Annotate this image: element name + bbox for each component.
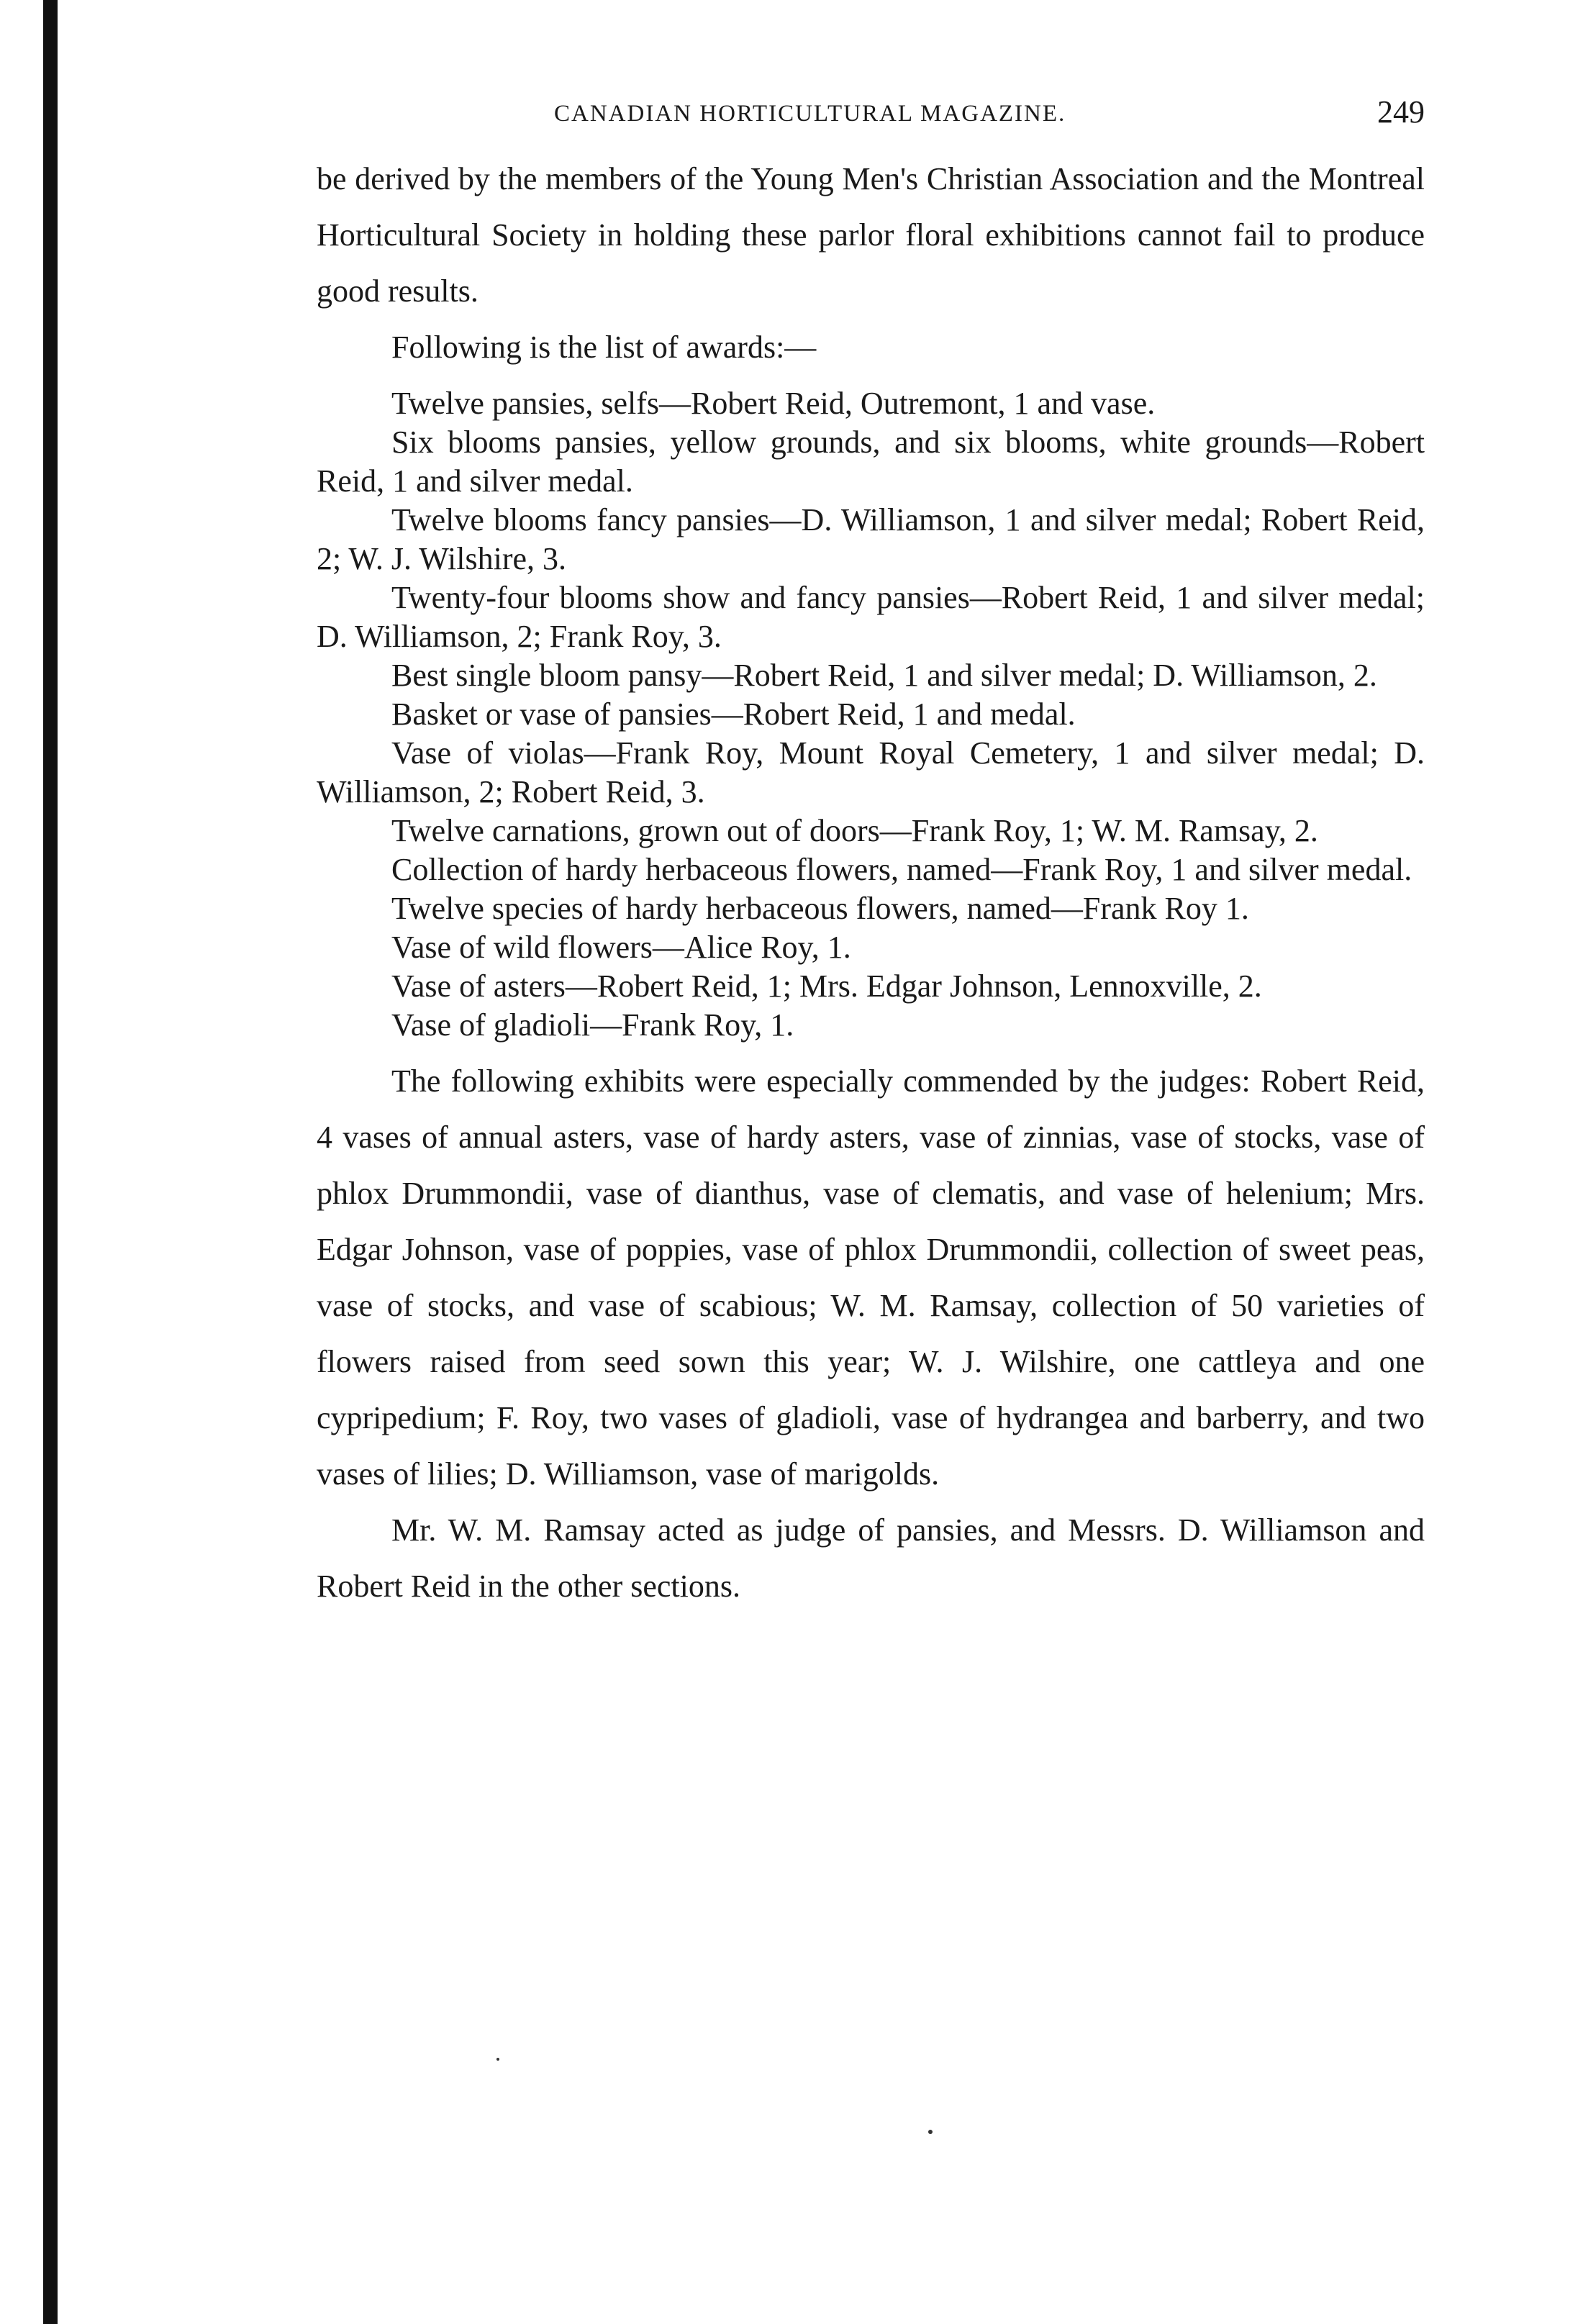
award-entry: Basket or vase of pansies—Robert Reid, 1 and medal. xyxy=(391,696,1076,732)
award-entry: Best single bloom pansy—Robert Reid, 1 and silver medal; D. Williamson, 2. xyxy=(391,658,1377,693)
running-title: CANADIAN HORTICULTURAL MAGAZINE. xyxy=(554,101,1066,127)
award-entry: Twelve carnations, grown out of doors—Frank Roy, 1; W. M. Ramsay, 2. xyxy=(391,813,1318,848)
print-speck xyxy=(928,2130,933,2134)
award-entry: Vase of gladioli—Frank Roy, 1. xyxy=(391,1007,794,1043)
award-entry: Twelve blooms fancy pansies—D. Williamson, 1 and silver medal; Robert Reid, 2; W. J. Wilshire, 3. xyxy=(317,502,1425,576)
page-number: 249 xyxy=(1377,94,1425,130)
award-entry: Six blooms pansies, yellow grounds, and six blooms, white grounds—Robert Reid, 1 and silver medal. xyxy=(317,425,1425,499)
award-entry: Twelve pansies, selfs—Robert Reid, Outremont, 1 and vase. xyxy=(391,386,1156,421)
print-speck xyxy=(496,2058,499,2061)
awards-heading: Following is the list of awards:— xyxy=(391,330,817,365)
document-page xyxy=(317,86,1425,1615)
intro-paragraph: be derived by the members of the Young Men's Christian Association and the Montreal Horticultural Society in holding these parlor floral exhibitions cannot fail to produce good results. xyxy=(317,161,1425,309)
commended-paragraph: The following exhibits were especially commended by the judges: Robert Reid, 4 vases of annual asters, vase of hardy asters, vase of zinnias, vase of stocks, vase of phlox Drummondii, vase of dianthus, vase of clematis, and vase of helenium; Mrs. Edgar Johnson, vase of poppies, vase of phlox Drummondii, collection of sweet peas, vase of stocks, and vase of scabious; W. M. Ramsay, collection of 50 varieties of flowers raised from seed sown this year; W. J. Wilshire, one cattleya and one cypripedium; F. Roy, two vases of gladioli, vase of hydrangea and barberry, and two vases of lilies; D. Williamson, vase of marigolds. xyxy=(317,1063,1425,1492)
award-entry: Twelve species of hardy herbaceous flowers, named—Frank Roy 1. xyxy=(391,891,1249,926)
running-head xyxy=(317,86,1425,151)
closing-paragraph: Mr. W. M. Ramsay acted as judge of pansies, and Messrs. D. Williamson and Robert Reid in the other sections. xyxy=(317,1512,1425,1604)
award-entry: Vase of asters—Robert Reid, 1; Mrs. Edgar Johnson, Lennoxville, 2. xyxy=(391,968,1262,1004)
awards-list xyxy=(317,384,1425,1045)
award-entry: Vase of wild flowers—Alice Roy, 1. xyxy=(391,930,851,965)
award-entry: Vase of violas—Frank Roy, Mount Royal Cemetery, 1 and silver medal; D. Williamson, 2; Robert Reid, 3. xyxy=(317,735,1425,809)
award-entry: Twenty-four blooms show and fancy pansies—Robert Reid, 1 and silver medal; D. Williamson, 2; Frank Roy, 3. xyxy=(317,580,1425,654)
page-binding-edge xyxy=(43,0,58,2324)
award-entry: Collection of hardy herbaceous flowers, named—Frank Roy, 1 and silver medal. xyxy=(391,852,1412,887)
